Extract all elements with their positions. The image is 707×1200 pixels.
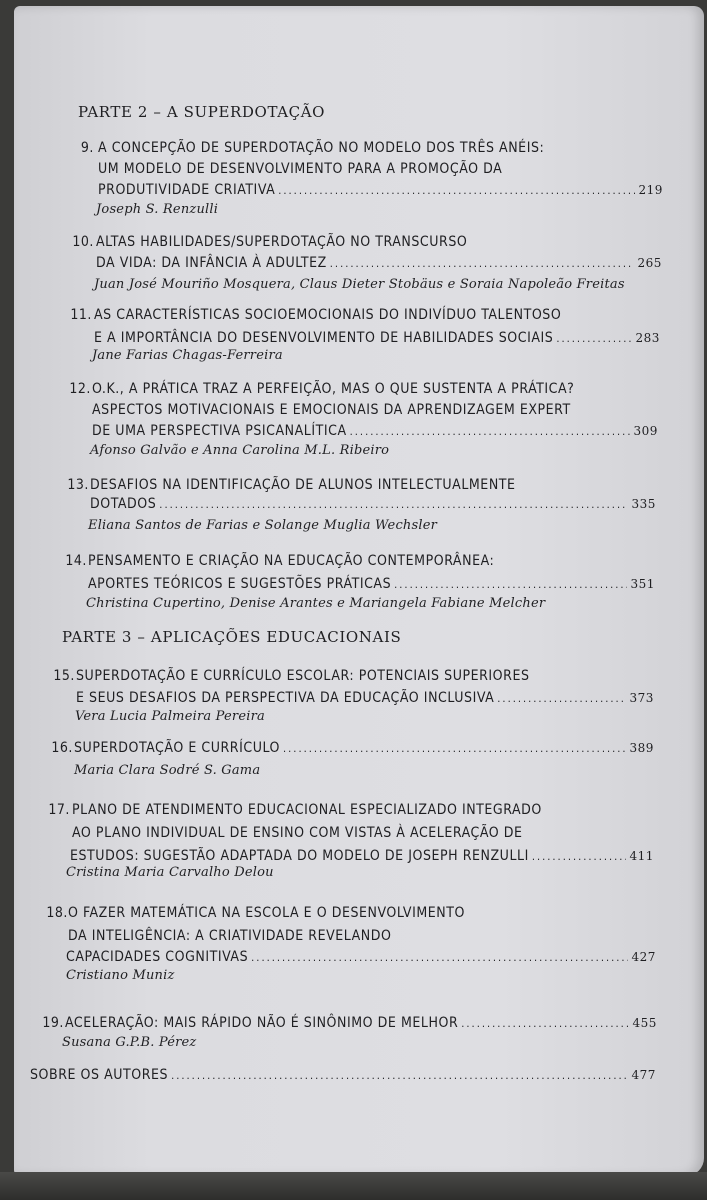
chapter-author: Cristina Maria Carvalho Delou <box>66 865 274 880</box>
chapter-number: 17. <box>48 802 70 818</box>
chapter-title-line: CAPACIDADES COGNITIVAS <box>66 949 249 965</box>
chapter-author: Susana G.P.B. Pérez <box>62 1035 197 1050</box>
page-number: 455 <box>632 1016 657 1030</box>
dot-leader <box>251 951 628 964</box>
chapter-author: Vera Lucia Palmeira Pereira <box>75 709 265 724</box>
part-2-heading: PARTE 2 – A SUPERDOTAÇÃO <box>78 103 326 121</box>
chapter-title-line: O FAZER MATEMÁTICA NA ESCOLA E O DESENVOLVIMENTO <box>68 905 465 921</box>
chapter-author: Afonso Galvão e Anna Carolina M.L. Ribeiro <box>90 443 390 458</box>
page-number: 309 <box>633 424 658 438</box>
dot-leader <box>283 742 626 755</box>
chapter-title-line: DOTADOS <box>90 496 157 512</box>
chapter-number: 18. <box>46 905 68 921</box>
dot-leader <box>394 578 627 591</box>
dot-leader <box>330 257 635 270</box>
chapter-title-line: DE UMA PERSPECTIVA PSICANALÍTICA <box>92 423 347 439</box>
chapter-number: 11. <box>70 307 92 323</box>
page-number: 477 <box>631 1068 656 1082</box>
page-number: 351 <box>630 577 655 591</box>
dot-leader <box>278 184 635 197</box>
page-number: 265 <box>637 256 662 270</box>
chapter-title-line: ACELERAÇÃO: MAIS RÁPIDO NÃO É SINÔNIMO DE MELHOR <box>65 1015 459 1031</box>
chapter-author: Cristiano Muniz <box>66 968 175 983</box>
dot-leader <box>556 332 632 345</box>
chapter-title-line: ASPECTOS MOTIVACIONAIS E EMOCIONAIS DA APRENDIZAGEM EXPERT <box>92 402 571 418</box>
chapter-title-line: APORTES TEÓRICOS E SUGESTÕES PRÁTICAS <box>88 576 392 592</box>
chapter-title-line: UM MODELO DE DESENVOLVIMENTO PARA A PROMOÇÃO DA <box>98 161 503 177</box>
chapter-number: 15. <box>53 668 75 684</box>
chapter-title-line: SUPERDOTAÇÃO E CURRÍCULO ESCOLAR: POTENCIAIS SUPERIORES <box>76 668 530 684</box>
chapter-title-line: PENSAMENTO E CRIAÇÃO NA EDUCAÇÃO CONTEMPORÂNEA: <box>88 553 495 569</box>
chapter-author: Maria Clara Sodré S. Gama <box>74 763 261 778</box>
page-number: 389 <box>629 741 654 755</box>
page-number: 411 <box>629 849 654 863</box>
chapter-title-line: DESAFIOS NA IDENTIFICAÇÃO DE ALUNOS INTELECTUALMENTE <box>90 477 516 493</box>
chapter-number: 14. <box>65 553 87 569</box>
chapter-number: 13. <box>67 477 89 493</box>
chapter-author: Christina Cupertino, Denise Arantes e Mariangela Fabiane Melcher <box>86 596 546 611</box>
chapter-author: Joseph S. Renzulli <box>96 202 219 217</box>
about-authors-label: SOBRE OS AUTORES <box>30 1067 169 1083</box>
dot-leader <box>350 425 631 438</box>
page-number: 427 <box>631 950 656 964</box>
chapter-title-line: E A IMPORTÂNCIA DO DESENVOLVIMENTO DE HABILIDADES SOCIAIS <box>94 330 554 346</box>
chapter-title-line: DA VIDA: DA INFÂNCIA À ADULTEZ <box>96 255 327 271</box>
chapter-title-line: DA INTELIGÊNCIA: A CRIATIVIDADE REVELANDO <box>68 928 392 944</box>
dot-leader <box>159 498 628 511</box>
chapter-title-line: O.K., A PRÁTICA TRAZ A PERFEIÇÃO, MAS O QUE SUSTENTA A PRÁTICA? <box>92 381 575 397</box>
chapter-number: 12. <box>69 381 91 397</box>
chapter-title-line: ESTUDOS: SUGESTÃO ADAPTADA DO MODELO DE JOSEPH RENZULLI <box>70 848 529 864</box>
dot-leader <box>532 850 627 863</box>
chapter-title-line: AO PLANO INDIVIDUAL DE ENSINO COM VISTAS À ACELERAÇÃO DE <box>72 825 523 841</box>
dot-leader <box>461 1017 629 1030</box>
chapter-number: 10. <box>72 234 94 250</box>
chapter-author: Jane Farias Chagas-Ferreira <box>92 348 283 363</box>
page-number: 219 <box>638 183 663 197</box>
chapter-title-line: PRODUTIVIDADE CRIATIVA <box>98 182 276 198</box>
dot-leader <box>171 1069 628 1082</box>
chapter-title-line: A CONCEPÇÃO DE SUPERDOTAÇÃO NO MODELO DOS TRÊS ANÉIS: <box>98 140 545 156</box>
page-number: 373 <box>629 691 654 705</box>
part-3-heading: PARTE 3 – APLICAÇÕES EDUCACIONAIS <box>62 628 402 646</box>
chapter-title-line: PLANO DE ATENDIMENTO EDUCACIONAL ESPECIALIZADO INTEGRADO <box>72 802 542 818</box>
chapter-title-line: E SEUS DESAFIOS DA PERSPECTIVA DA EDUCAÇÃO INCLUSIVA <box>76 690 495 706</box>
page-number: 335 <box>631 497 656 511</box>
dot-leader <box>497 692 626 705</box>
chapter-number: 9. <box>80 140 94 156</box>
chapter-author: Eliana Santos de Farias e Solange Muglia Wechsler <box>88 518 438 533</box>
chapter-title-line: ALTAS HABILIDADES/SUPERDOTAÇÃO NO TRANSCURSO <box>96 234 468 250</box>
page-number: 283 <box>635 331 660 345</box>
chapter-number: 19. <box>42 1015 64 1031</box>
chapter-title-line: AS CARACTERÍSTICAS SOCIOEMOCIONAIS DO INDIVÍDUO TALENTOSO <box>94 307 562 323</box>
chapter-number: 16. <box>51 740 73 756</box>
chapter-author: Juan José Mouriño Mosquera, Claus Dieter Stobäus e Soraia Napoleão Freitas <box>94 277 625 292</box>
chapter-title-line: SUPERDOTAÇÃO E CURRÍCULO <box>74 740 281 756</box>
